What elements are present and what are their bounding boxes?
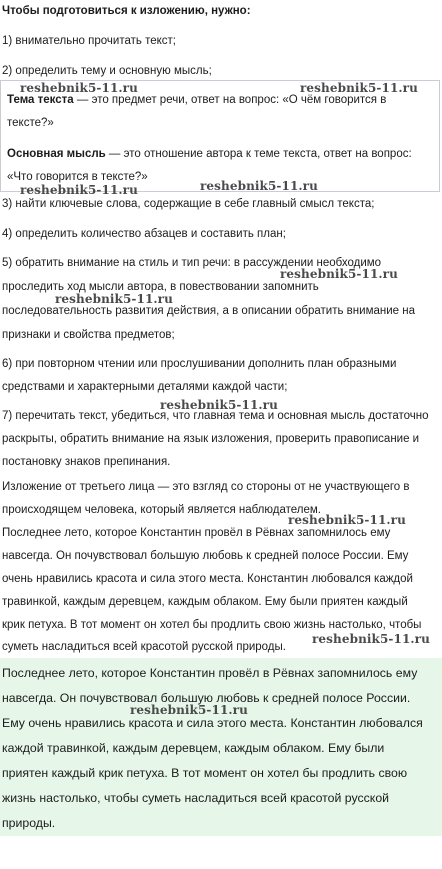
step-5-line-1: 5) обратить внимание на стиль и тип речи: в рассуждении необходимо: [2, 257, 382, 269]
third-person-line-2: происходящем человека, который является наблюдателем.: [2, 504, 321, 516]
step-6-line-2: средствами и характерными деталями каждой части;: [2, 381, 288, 393]
idea-definition-line-1: [7, 147, 412, 161]
step-1: 1) внимательно прочитать текст;: [2, 35, 176, 47]
answer-line-4: каждой травинкой, каждым деревцем, каждым облаком. Ему были: [2, 741, 385, 755]
sample-line-3: очень нравились красота и сила этого места. Константин любовался каждой: [2, 573, 413, 585]
step-7-line-1: 7) перечитать текст, убедиться, что главная тема и основная мысль достаточно: [2, 410, 429, 422]
answer-line-2: навсегда. Он почувствовал большую любовь к средней полосе России.: [2, 691, 411, 705]
third-person-line-1: Изложение от третьего лица — это взгляд со стороны от не участвующего в: [2, 481, 410, 493]
watermark: reshebnik5-11.ru: [130, 703, 248, 717]
watermark: reshebnik5-11.ru: [20, 183, 138, 197]
step-5-line-3: последовательность развития действия, а в описании обратить внимание на: [2, 305, 415, 317]
definitions-box: [0, 80, 440, 192]
answer-line-1: Последнее лето, которое Константин провёл в Рёвнах запомнилось ему: [2, 666, 418, 680]
sample-line-5: крик петуха. В тот момент он хотел бы продлить свою жизнь настолько, чтобы: [2, 619, 422, 631]
sample-line-6: суметь насладиться всей красотой русской природы.: [2, 641, 286, 653]
watermark: reshebnik5-11.ru: [200, 179, 318, 193]
watermark: reshebnik5-11.ru: [300, 81, 418, 95]
watermark: reshebnik5-11.ru: [20, 81, 138, 95]
watermark: reshebnik5-11.ru: [280, 267, 398, 281]
idea-definition-line-2: «Что говорится в тексте?»: [7, 171, 148, 183]
sample-line-2: навсегда. Он почувствовал большую любовь к средней полосе России. Ему: [2, 550, 409, 562]
page-heading: Чтобы подготовиться к изложению, нужно:: [2, 5, 251, 17]
watermark: reshebnik5-11.ru: [160, 398, 278, 412]
step-2: 2) определить тему и основную мысль;: [2, 65, 212, 77]
step-7-line-2: раскрыты, обратить внимание на язык изложения, проверить правописание и: [2, 433, 420, 445]
answer-line-6: жизнь настолько, чтобы суметь насладиться всей красотой русской: [2, 791, 390, 805]
answer-block: [0, 658, 442, 836]
idea-definition-text: — это отношение автора к теме текста, ответ на вопрос:: [105, 148, 412, 160]
step-3: 3) найти ключевые слова, содержащие в себе главный смысл текста;: [2, 198, 375, 210]
topic-definition-line-1: [7, 93, 386, 107]
answer-line-3: Ему очень нравились красота и сила этого места. Константин любовался: [2, 716, 423, 730]
watermark: reshebnik5-11.ru: [55, 292, 173, 306]
answer-line-5: приятен каждый крик петуха. В тот момент он хотел бы продлить свою: [2, 766, 408, 780]
topic-term: Тема текста: [7, 94, 74, 106]
step-7-line-3: постановку знаков препинания.: [2, 456, 171, 468]
step-6-line-1: 6) при повторном чтении или прослушивании дополнить план образными: [2, 358, 397, 370]
step-5-line-4: признаки и свойства предметов;: [2, 329, 175, 341]
step-4: 4) определить количество абзацев и составить план;: [2, 228, 286, 240]
answer-line-7: природы.: [2, 816, 56, 830]
watermark: reshebnik5-11.ru: [312, 632, 430, 646]
idea-term: Основная мысль: [7, 148, 106, 160]
topic-definition-text: — это предмет речи, ответ на вопрос: «О чём говорится в: [73, 94, 387, 106]
step-5-line-2: проследить ход мысли автора, в повествовании запомнить: [2, 281, 319, 293]
watermark: reshebnik5-11.ru: [288, 513, 406, 527]
sample-line-1: Последнее лето, которое Константин провёл в Рёвнах запомнилось ему: [2, 527, 391, 539]
topic-definition-line-2: тексте?»: [7, 117, 54, 129]
sample-line-4: травинкой, каждым деревцем, каждым облаком. Ему были приятен каждый: [2, 596, 408, 608]
